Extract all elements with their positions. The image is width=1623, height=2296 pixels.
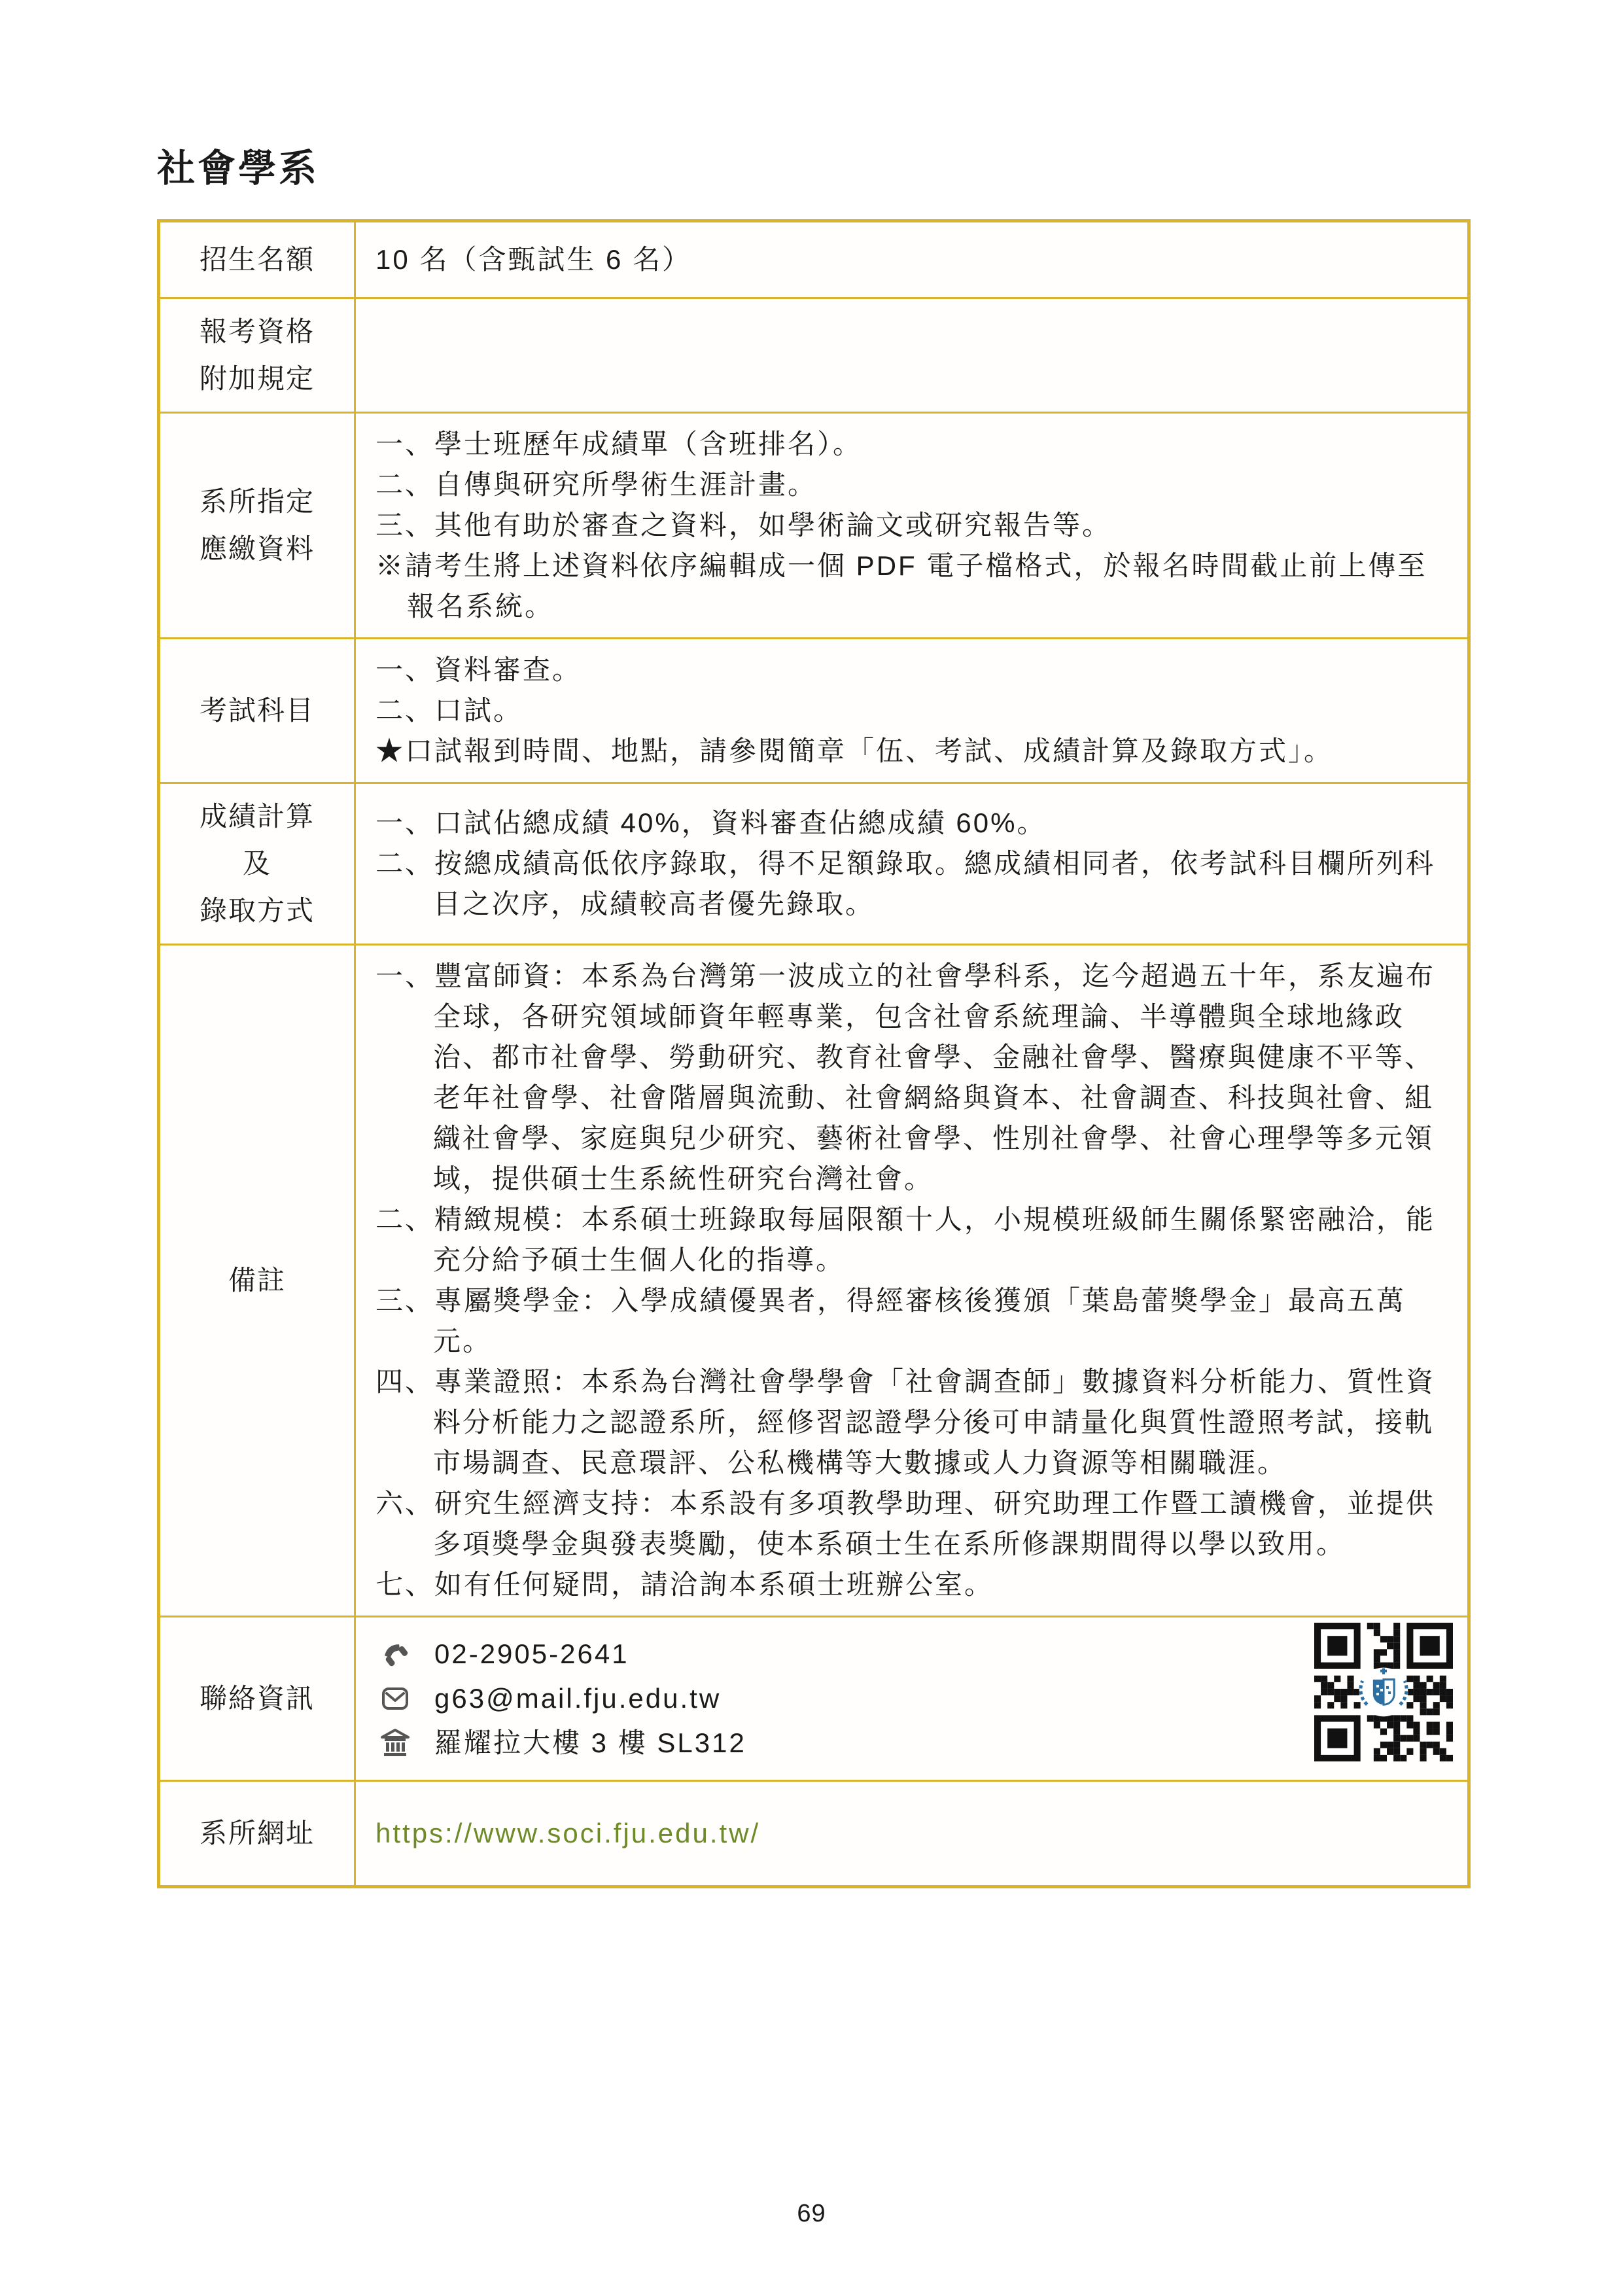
contact-line [375,1636,1297,1672]
item [375,1483,1450,1564]
item [375,690,1450,731]
row-content-cell [355,221,1469,298]
item-text: 學士班歷年成績單（含班排名）。 [434,429,863,459]
row-label: 備註 [228,1265,286,1296]
row-label: 報考資格 [199,316,315,347]
item [375,1199,1450,1280]
row-label-cell [159,298,355,413]
row-label-cell [159,1781,355,1887]
item [375,505,1450,546]
row-label-cell [159,945,355,1617]
admission-table-wrap [157,219,1471,1888]
item-text: 10 名（含甄試生 6 名） [375,244,692,275]
item [375,956,1450,1199]
row-label: 系所網址 [199,1818,315,1848]
building-icon [379,1727,411,1759]
item-text: 自傳與研究所學術生涯計畫。 [434,469,818,500]
item [375,1362,1450,1483]
item-text: 研究生經濟支持：本系設有多項教學助理、研究助理工作暨工讀機會，並提供多項獎學金與發表獎勵，使本系碩士生在系所修課期間得以學以致用。 [433,1488,1436,1559]
item-text: 口試。 [434,695,523,726]
row-label: 錄取方式 [199,895,315,926]
item [375,1813,1450,1854]
item [375,424,1450,465]
row-content-cell [355,639,1469,783]
item-text: 資料審查。 [434,654,582,685]
row-content-cell [355,1617,1469,1781]
row-label: 系所指定 [199,486,315,517]
table-row-contact [159,1617,1469,1781]
item [375,803,1450,843]
item-text: 口試報到時間、地點，請參閱簡章「伍、考試、成績計算及錄取方式」。 [405,735,1334,766]
item-text: 口試佔總成績 40%，資料審查佔總成績 60%。 [434,807,1047,838]
item-marker: 六、 [375,1488,435,1519]
row-label: 及 [242,848,271,879]
table-row-website [159,1781,1469,1887]
item-text: 專屬獎學金：入學成績優異者，得經審核後獲頒「葉島蕾獎學金」最高五萬元。 [433,1285,1406,1356]
table-row-scoring [159,783,1469,945]
table-row-quota [159,221,1469,298]
item [375,239,1450,280]
item-marker: 一、 [375,961,435,991]
item-text: 專業證照：本系為台灣社會學學會「社會調查師」數據資料分析能力、質性資料分析能力之認證系所，經修習認證學分後可申請量化與質性證照考試，接軌市場調查、民意環評、公私機構等大數據或人力資源等相關職涯。 [433,1366,1436,1478]
item [375,843,1450,925]
contact-text: 02-2905-2641 [434,1638,629,1669]
item-marker: 一、 [375,654,435,685]
item-marker: 三、 [375,1285,435,1316]
item-marker: 三、 [375,510,435,540]
table-row-notes [159,945,1469,1617]
row-label: 成績計算 [199,801,315,832]
item-text: 精緻規模：本系碩士班錄取每屆限額十人，小規模班級師生關係緊密融洽，能充分給予碩士生個人化的指導。 [433,1204,1436,1275]
item-text: 其他有助於審查之資料，如學術論文或研究報告等。 [434,510,1112,540]
contact-line [375,1680,1297,1717]
item-marker: 七、 [375,1569,435,1600]
row-content-cell [355,298,1469,413]
table-row-eligibility [159,298,1469,413]
item [375,731,1450,771]
item [375,465,1450,505]
phone-icon [379,1638,411,1670]
item [375,650,1450,690]
item-text: 豐富師資：本系為台灣第一波成立的社會學科系，迄今超過五十年，系友遍布全球，各研究領域師資年輕專業，包含社會系統理論、半導體與全球地緣政治、都市社會學、勞動研究、教育社會學、金融社會學、醫療與健康不平等、老年社會學、社會階層與流動、社會網絡與資本、社會調查、科技與社會、組織社會學、家庭與兒少研究、藝術社會學、性別社會學、社會心理學等多元領域，提供碩士生系統性研究台灣社會。 [433,961,1436,1194]
website-link[interactable]: https://www.soci.fju.edu.tw/ [375,1818,761,1848]
item-marker: 一、 [375,429,435,459]
item-text: 按總成績高低依序錄取，得不足額錄取。總成績相同者，依考試科目欄所列科目之次序，成績較高者優先錄取。 [433,848,1436,919]
item-marker: ★ [375,735,406,766]
contact-line [375,1725,1297,1761]
item-marker: 一、 [375,807,435,838]
item-marker: 二、 [375,848,435,879]
admission-info-table [157,219,1471,1888]
row-content-cell [355,1781,1469,1887]
qr-code [1314,1623,1453,1761]
row-label: 聯絡資訊 [199,1683,315,1714]
row-content-cell [355,413,1469,639]
item-marker: ※ [375,550,406,581]
item-marker: 四、 [375,1366,435,1397]
row-content-cell [355,783,1469,945]
item-marker: 二、 [375,695,435,726]
row-label-cell [159,221,355,298]
contact-text: 羅耀拉大樓 3 樓 SL312 [434,1727,746,1758]
item [375,546,1450,627]
row-label-cell [159,1617,355,1781]
row-label-cell [159,639,355,783]
item [375,1564,1450,1605]
mail-icon [379,1683,411,1714]
row-content-cell [355,945,1469,1617]
row-label: 應繳資料 [199,533,315,564]
item-marker: 二、 [375,1204,435,1235]
page-title: 社會學系 [157,147,320,190]
row-label-cell [159,413,355,639]
item-text: 請考生將上述資料依序編輯成一個 PDF 電子檔格式，於報名時間截止前上傳至報名系統。 [405,550,1427,622]
row-label: 考試科目 [199,695,315,726]
row-label: 招生名額 [199,244,315,275]
table-row-documents [159,413,1469,639]
item [375,1280,1450,1362]
item-text: 如有任何疑問，請洽詢本系碩士班辦公室。 [434,1569,994,1600]
table-row-exam [159,639,1469,783]
row-label: 附加規定 [199,363,315,394]
row-label-cell [159,783,355,945]
page-number: 69 [797,2200,826,2227]
item-marker: 二、 [375,469,435,500]
contact-text: g63@mail.fju.edu.tw [434,1683,722,1714]
